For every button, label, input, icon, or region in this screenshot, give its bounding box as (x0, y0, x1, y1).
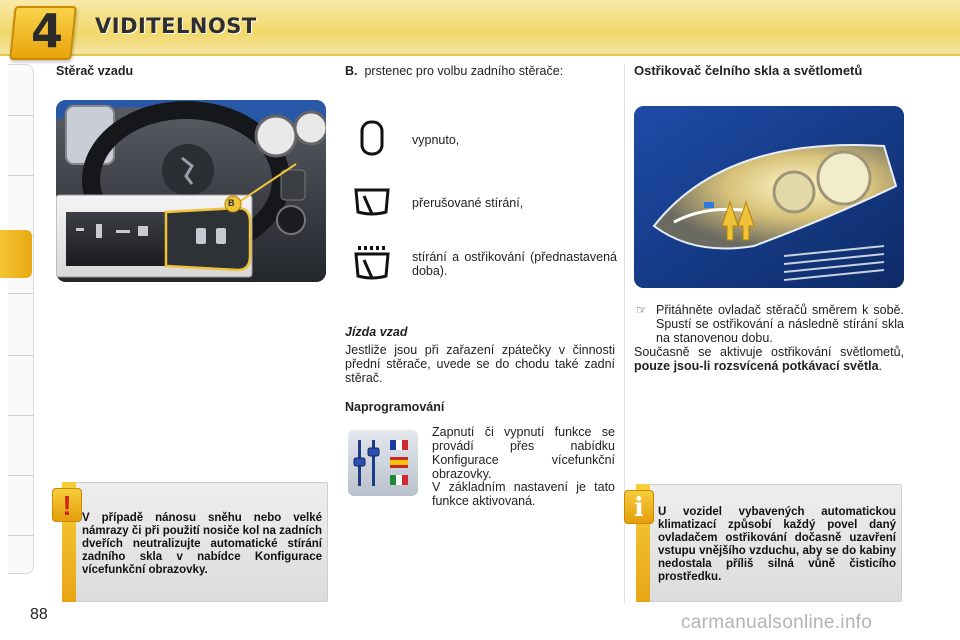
chapter-number: 4 (30, 4, 63, 58)
wiper-intermittent-icon (352, 182, 392, 222)
side-tab-divider (8, 535, 34, 536)
watermark-text: carmanualsonline.info (681, 612, 873, 633)
side-tab-divider (8, 415, 34, 416)
programming-text-1: Zapnutí či vypnutí funkce se provádí přes nabídku Konfigurace vícefunkční obrazovky. (432, 425, 615, 481)
rear-wiper-stalk-photo (56, 100, 326, 282)
rear-wiper-illustration (56, 100, 326, 282)
ring-label: B. (345, 64, 358, 78)
configuration-menu-icon (348, 430, 418, 496)
side-tab-divider (8, 355, 34, 356)
option-wash-text: stírání a ostřikování (přednastavená doba). (412, 250, 617, 278)
side-tab-divider (8, 115, 34, 116)
washer-pull-text: Přitáhněte ovladač stěračů směrem k sobě. Spustí se ostřikování a následně stírání skla na stanovenou dobu. (656, 303, 904, 345)
option-off-text: vypnuto, (412, 133, 460, 147)
page-title: VIDITELNOST (95, 14, 257, 38)
headlamp-illustration (634, 106, 904, 288)
bullet-hand-icon: ☞ (636, 303, 647, 317)
reverse-text: Jestliže jsou při zařazení zpátečky v činnosti přední stěrače, uvede se do chodu také zadní stěrač. (345, 343, 615, 385)
programming-title: Naprogramování (345, 400, 445, 414)
ring-text: prstenec pro volbu zadního stěrače: (364, 64, 564, 78)
side-tab-divider (8, 293, 34, 294)
chapter-side-tabs (8, 64, 34, 574)
side-tab-divider (8, 475, 34, 476)
warning-text: V případě nánosu sněhu nebo velké námrazy či při použití nosiče kol na zadních dveřích neutralizujte automatické stírání zadního skla v nabídce Konfigurace vícefunkční obrazovky. (82, 512, 322, 576)
ring-description (345, 64, 615, 78)
option-intermittent-text: přerušované stírání, (412, 196, 524, 210)
washer-title: Ostřikovač čelního skla a světlometů (634, 63, 863, 78)
info-icon: i (624, 490, 654, 524)
side-tab-divider (8, 175, 34, 176)
programming-text-2: V základním nastavení je tato funkce aktivovaná. (432, 480, 615, 508)
reverse-title: Jízda vzad (345, 325, 408, 339)
page-number: 88 (30, 606, 48, 623)
warning-exclamation-icon: ! (52, 488, 82, 522)
washer-headlamp-text-bold: pouze jsou-li rozsvícená potkávací světla (634, 359, 879, 373)
wiper-off-icon (352, 118, 392, 158)
side-tab-active-chapter (0, 230, 32, 278)
wiper-wash-icon (352, 244, 392, 284)
washer-headlamp-text-start: Současně se aktivuje ostřikování světlometů, (634, 345, 904, 359)
headlamp-washer-photo (634, 106, 904, 288)
rear-wiper-title: Stěrač vzadu (56, 64, 134, 78)
washer-headlamp-text-end: . (878, 359, 883, 373)
callout-b-label: B (228, 198, 235, 208)
info-text: U vozidel vybavených automatickou klimatizací způsobí každý povel daný ovladačem ostřikování dočasně uzavření vstupu vnějšího vzduchu, aby se do kabiny nedostala příliš silná vůně čisticího prostředku. (658, 506, 896, 583)
washer-headlamp-text (634, 345, 904, 373)
